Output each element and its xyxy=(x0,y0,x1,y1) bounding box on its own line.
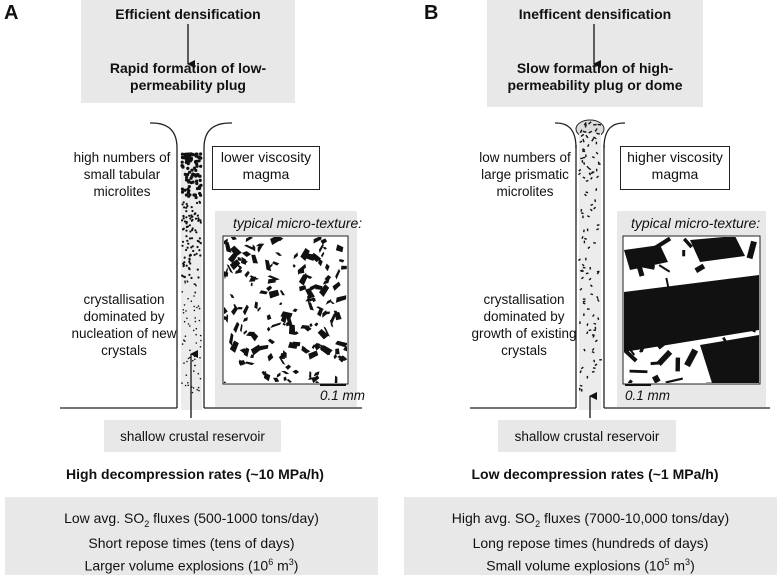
panel-b-reservoir-label: shallow crustal reservoir xyxy=(514,429,660,444)
microlite-dot xyxy=(189,217,191,219)
panel-b-texture-title: typical micro-texture: xyxy=(631,215,761,231)
panel-letter-a: A xyxy=(4,2,19,24)
microlite-dot xyxy=(186,265,188,267)
microlite-dot xyxy=(183,206,185,208)
microlite-dot xyxy=(188,258,190,260)
microlite-dot xyxy=(199,320,201,322)
texture-crystal xyxy=(625,333,632,340)
microlite-dot xyxy=(190,254,192,256)
microlite-dot xyxy=(187,382,189,384)
microlite-dot xyxy=(192,245,194,247)
microlite-dot xyxy=(193,370,195,372)
microlite-dot xyxy=(198,187,201,190)
microlite-dot xyxy=(200,242,202,244)
crystallisation-label-line: nucleation of new xyxy=(71,326,177,341)
microlite-dot xyxy=(184,153,187,156)
microlite-dot xyxy=(195,180,198,183)
microlite-dot xyxy=(187,243,189,245)
texture-crystal xyxy=(650,328,656,339)
microlite-crystal xyxy=(581,389,583,392)
panel-a-reservoir-label: shallow crustal reservoir xyxy=(120,429,265,444)
microlite-dot xyxy=(190,169,193,172)
microlite-dot xyxy=(181,275,183,277)
microlite-dot xyxy=(196,389,198,391)
microlite-dot xyxy=(185,335,187,337)
microlite-dot xyxy=(196,307,198,309)
microlite-dot xyxy=(187,385,189,387)
microlite-dot xyxy=(196,246,198,248)
panel-a-volume-line: Larger volume explosions ($10^6$ $m^3$) xyxy=(84,556,299,574)
microlite-crystal xyxy=(587,308,590,310)
microlite-dot xyxy=(200,340,202,342)
microlite-dot xyxy=(181,382,183,384)
microlite-dot xyxy=(195,231,197,233)
viscosity-label-line: lower viscosity xyxy=(220,149,312,165)
crystallisation-label-line: growth of existing xyxy=(471,326,577,341)
panel-b-flux-line: High avg. $SO_2$ fluxes (7000-10,000 tons/day) xyxy=(451,510,730,529)
panel-b-plug-label-line2: permeability plug or dome xyxy=(507,77,683,93)
microlite-dot xyxy=(198,249,200,251)
panel-a-repose-line: Short repose times (tens of days) xyxy=(88,534,295,551)
viscosity-label-line: magma xyxy=(651,166,699,182)
microlite-crystal xyxy=(585,258,586,261)
microlite-dot xyxy=(198,390,200,392)
microlite-dot xyxy=(192,392,194,394)
microlite-dot xyxy=(188,215,190,217)
microlite-dot xyxy=(198,373,200,375)
microlite-crystal xyxy=(583,313,584,316)
viscosity-label-line: magma xyxy=(242,166,290,182)
microlite-label-line: large prismatic xyxy=(481,167,569,182)
microlite-dot xyxy=(194,229,196,231)
microlite-dot xyxy=(187,225,189,227)
microlite-crystal xyxy=(583,267,586,269)
microlite-dot xyxy=(183,217,185,219)
microlite-dot xyxy=(184,282,186,284)
microlite-label-line: high numbers of xyxy=(73,150,171,165)
microlite-dot xyxy=(200,221,202,223)
microlite-dot xyxy=(188,268,190,270)
microlite-dot xyxy=(194,292,196,294)
microlite-dot xyxy=(199,184,202,187)
microlite-dot xyxy=(184,304,186,306)
microlite-dot xyxy=(183,156,186,159)
microlite-dot xyxy=(185,249,187,251)
microlite-dot xyxy=(197,215,199,217)
microlite-crystal xyxy=(582,151,585,152)
microlite-dot xyxy=(191,229,193,231)
microlite-crystal xyxy=(592,334,595,336)
microlite-crystal xyxy=(596,169,598,172)
microlite-dot xyxy=(189,224,191,226)
microlite-dot xyxy=(181,164,184,167)
microlite-dot xyxy=(185,235,187,237)
microlite-dot xyxy=(183,215,185,217)
microlite-dot xyxy=(183,312,185,314)
crystallisation-label-line: crystallisation xyxy=(483,292,565,307)
microlite-crystal xyxy=(599,359,602,360)
microlite-dot xyxy=(193,295,195,297)
panel-b-micro-texture-image xyxy=(612,236,760,393)
microlite-dot xyxy=(185,310,187,312)
microlite-dot xyxy=(194,254,196,256)
microlite-dot xyxy=(191,210,193,212)
microlite-dot xyxy=(194,310,196,312)
microlite-dot xyxy=(183,261,185,263)
panel-b-rate-label: Low decompression rates (~1 MPa/h) xyxy=(471,466,719,482)
microlite-dot xyxy=(187,298,189,300)
microlite-dot xyxy=(182,241,184,243)
microlite-dot xyxy=(189,177,192,180)
microlite-dot xyxy=(183,189,186,192)
microlite-dot xyxy=(193,330,195,332)
microlite-label-line: microlites xyxy=(93,184,151,199)
crystallisation-label-line: crystallisation xyxy=(83,292,165,307)
panel-a-micro-texture-image xyxy=(218,233,356,391)
microlite-dot xyxy=(192,250,194,252)
crystallisation-label-line: crystals xyxy=(501,343,547,358)
microlite-dot xyxy=(197,220,199,222)
panel-b-plug-label-line1: Slow formation of high- xyxy=(516,60,674,76)
microlite-dot xyxy=(186,167,189,170)
microlite-dot xyxy=(196,165,199,168)
microlite-dot xyxy=(198,387,200,389)
microlite-dot xyxy=(185,385,187,387)
microlite-dot xyxy=(182,343,184,345)
microlite-dot xyxy=(189,230,191,232)
microlite-crystal xyxy=(587,229,589,232)
microlite-dot xyxy=(191,153,194,156)
microlite-dot xyxy=(187,191,190,194)
microlite-label-line: microlites xyxy=(496,184,554,199)
crystallisation-label-line: dominated by xyxy=(483,309,565,324)
microlite-dot xyxy=(184,276,186,278)
microlite-crystal xyxy=(587,376,588,379)
microlite-dot xyxy=(186,188,189,191)
microlite-dot xyxy=(191,173,194,176)
microlite-crystal xyxy=(579,321,581,324)
microlite-dot xyxy=(185,210,187,212)
microlite-label-line: low numbers of xyxy=(479,150,571,165)
microlite-dot xyxy=(188,274,190,276)
microlite-dot xyxy=(191,220,193,222)
microlite-dot xyxy=(198,305,200,307)
microlite-dot xyxy=(181,219,183,221)
microlite-dot xyxy=(199,308,201,310)
panel-b-repose-line: Long repose times (hundreds of days) xyxy=(472,534,709,551)
microlite-dot xyxy=(200,335,202,337)
panel-a-densification-label: Efficient densification xyxy=(115,6,261,22)
microlite-dot xyxy=(193,306,195,308)
microlite-dot xyxy=(195,218,197,220)
microlite-dot xyxy=(186,240,188,242)
microlite-crystal xyxy=(596,142,597,145)
microlite-dot xyxy=(196,342,198,344)
panel-a-plug-label-line2: permeability plug xyxy=(130,77,246,93)
microlite-dot xyxy=(184,257,186,259)
microlite-crystal xyxy=(584,241,586,244)
microlite-crystal xyxy=(582,160,583,163)
microlite-dot xyxy=(191,237,193,239)
microlite-dot xyxy=(187,180,190,183)
microlite-crystal xyxy=(593,330,596,331)
microlite-dot xyxy=(198,201,200,203)
microlite-dot xyxy=(186,318,188,320)
microlite-dot xyxy=(187,281,189,283)
microlite-dot xyxy=(197,276,199,278)
microlite-dot xyxy=(194,193,197,196)
microlite-dot xyxy=(183,339,185,341)
panel-b-scale-label: 0.1 mm xyxy=(625,388,671,403)
microlite-dot xyxy=(195,321,197,323)
texture-crystal xyxy=(683,315,690,320)
microlite-dot xyxy=(190,157,193,160)
crystallisation-label-line: dominated by xyxy=(83,309,165,324)
microlite-dot xyxy=(187,160,190,163)
crystallisation-label-line: crystals xyxy=(101,343,147,358)
microlite-dot xyxy=(200,346,202,348)
microlite-dot xyxy=(192,181,195,184)
microlite-dot xyxy=(182,291,184,293)
microlite-dot xyxy=(192,360,194,362)
microlite-dot xyxy=(185,216,187,218)
microlite-dot xyxy=(183,228,185,230)
microlite-dot xyxy=(189,325,191,327)
panel-a-flux-line: Low avg. $SO_2$ fluxes (500-1000 tons/day) xyxy=(64,510,319,529)
microlite-dot xyxy=(199,152,202,155)
microlite-dot xyxy=(183,362,185,364)
microlite-dot xyxy=(193,387,195,389)
microlite-dot xyxy=(184,173,187,176)
microlite-dot xyxy=(188,358,190,360)
microlite-dot xyxy=(181,161,184,164)
microlite-dot xyxy=(182,203,184,205)
texture-crystal xyxy=(675,358,680,372)
microlite-dot xyxy=(194,365,196,367)
microlite-crystal xyxy=(595,327,597,330)
microlite-dot xyxy=(198,175,201,178)
microlite-dot xyxy=(198,159,201,162)
microlite-crystal xyxy=(583,298,586,300)
microlite-crystal xyxy=(580,158,583,160)
microlite-dot xyxy=(199,194,202,197)
microlite-dot xyxy=(197,269,199,271)
microlite-dot xyxy=(199,254,201,256)
microlite-dot xyxy=(195,284,197,286)
panel-a-rate-label: High decompression rates (~10 MPa/h) xyxy=(66,466,324,482)
microlite-dot xyxy=(194,212,196,214)
microlite-dot xyxy=(181,245,183,247)
microlite-dot xyxy=(187,247,189,249)
microlite-dot xyxy=(183,309,185,311)
microlite-dot xyxy=(195,285,197,287)
microlite-dot xyxy=(197,217,199,219)
microlite-crystal xyxy=(590,267,592,270)
panel-b-volume-line: Small volume explosions ($10^5$ $m^3$) xyxy=(486,556,695,574)
microlite-dot xyxy=(191,206,193,208)
microlite-dot xyxy=(196,202,198,204)
microlite-dot xyxy=(184,280,186,282)
microlite-dot xyxy=(190,277,192,279)
microlite-dot xyxy=(186,374,188,376)
microlite-dot xyxy=(195,153,198,156)
panel-a-plug-label-line1: Rapid formation of low- xyxy=(109,60,267,76)
microlite-dot xyxy=(194,169,197,172)
microlite-dot xyxy=(199,357,201,359)
microlite-dot xyxy=(188,323,190,325)
microlite-dot xyxy=(194,356,196,358)
microlite-crystal xyxy=(585,154,586,157)
microlite-crystal xyxy=(592,171,595,172)
microlite-dot xyxy=(199,237,201,239)
microlite-dot xyxy=(181,153,184,156)
panel-b-densification-label: Inefficent densification xyxy=(518,6,672,22)
panel-a-texture-title: typical micro-texture: xyxy=(233,215,363,231)
microlite-dot xyxy=(199,179,202,182)
microlite-dot xyxy=(186,221,188,223)
microlite-dot xyxy=(195,334,197,336)
microlite-crystal xyxy=(582,216,584,219)
microlite-label-line: small tabular xyxy=(83,167,161,182)
texture-crystal xyxy=(682,250,685,256)
microlite-dot xyxy=(189,350,191,352)
microlite-dot xyxy=(189,262,191,264)
microlite-dot xyxy=(194,359,196,361)
microlite-dot xyxy=(191,216,193,218)
microlite-dot xyxy=(199,219,201,221)
microlite-dot xyxy=(194,317,196,319)
microlite-dot xyxy=(199,165,202,168)
microlite-dot xyxy=(194,175,197,178)
microlite-dot xyxy=(196,328,198,330)
microlite-dot xyxy=(186,205,188,207)
microlite-dot xyxy=(189,237,191,239)
microlite-dot xyxy=(194,160,197,163)
texture-crystal xyxy=(730,359,737,370)
microlite-dot xyxy=(191,300,193,302)
microlite-dot xyxy=(186,203,188,205)
microlite-dot xyxy=(183,201,185,203)
microlite-dot xyxy=(184,321,186,323)
microlite-dot xyxy=(185,176,188,179)
viscosity-label-line: higher viscosity xyxy=(627,149,723,165)
microlite-dot xyxy=(186,361,188,363)
microlite-dot xyxy=(200,378,202,380)
microlite-dot xyxy=(196,253,198,255)
panel-letter-b: B xyxy=(424,2,439,24)
panel-a-scale-label: 0.1 mm xyxy=(320,388,366,403)
microlite-dot xyxy=(185,230,187,232)
